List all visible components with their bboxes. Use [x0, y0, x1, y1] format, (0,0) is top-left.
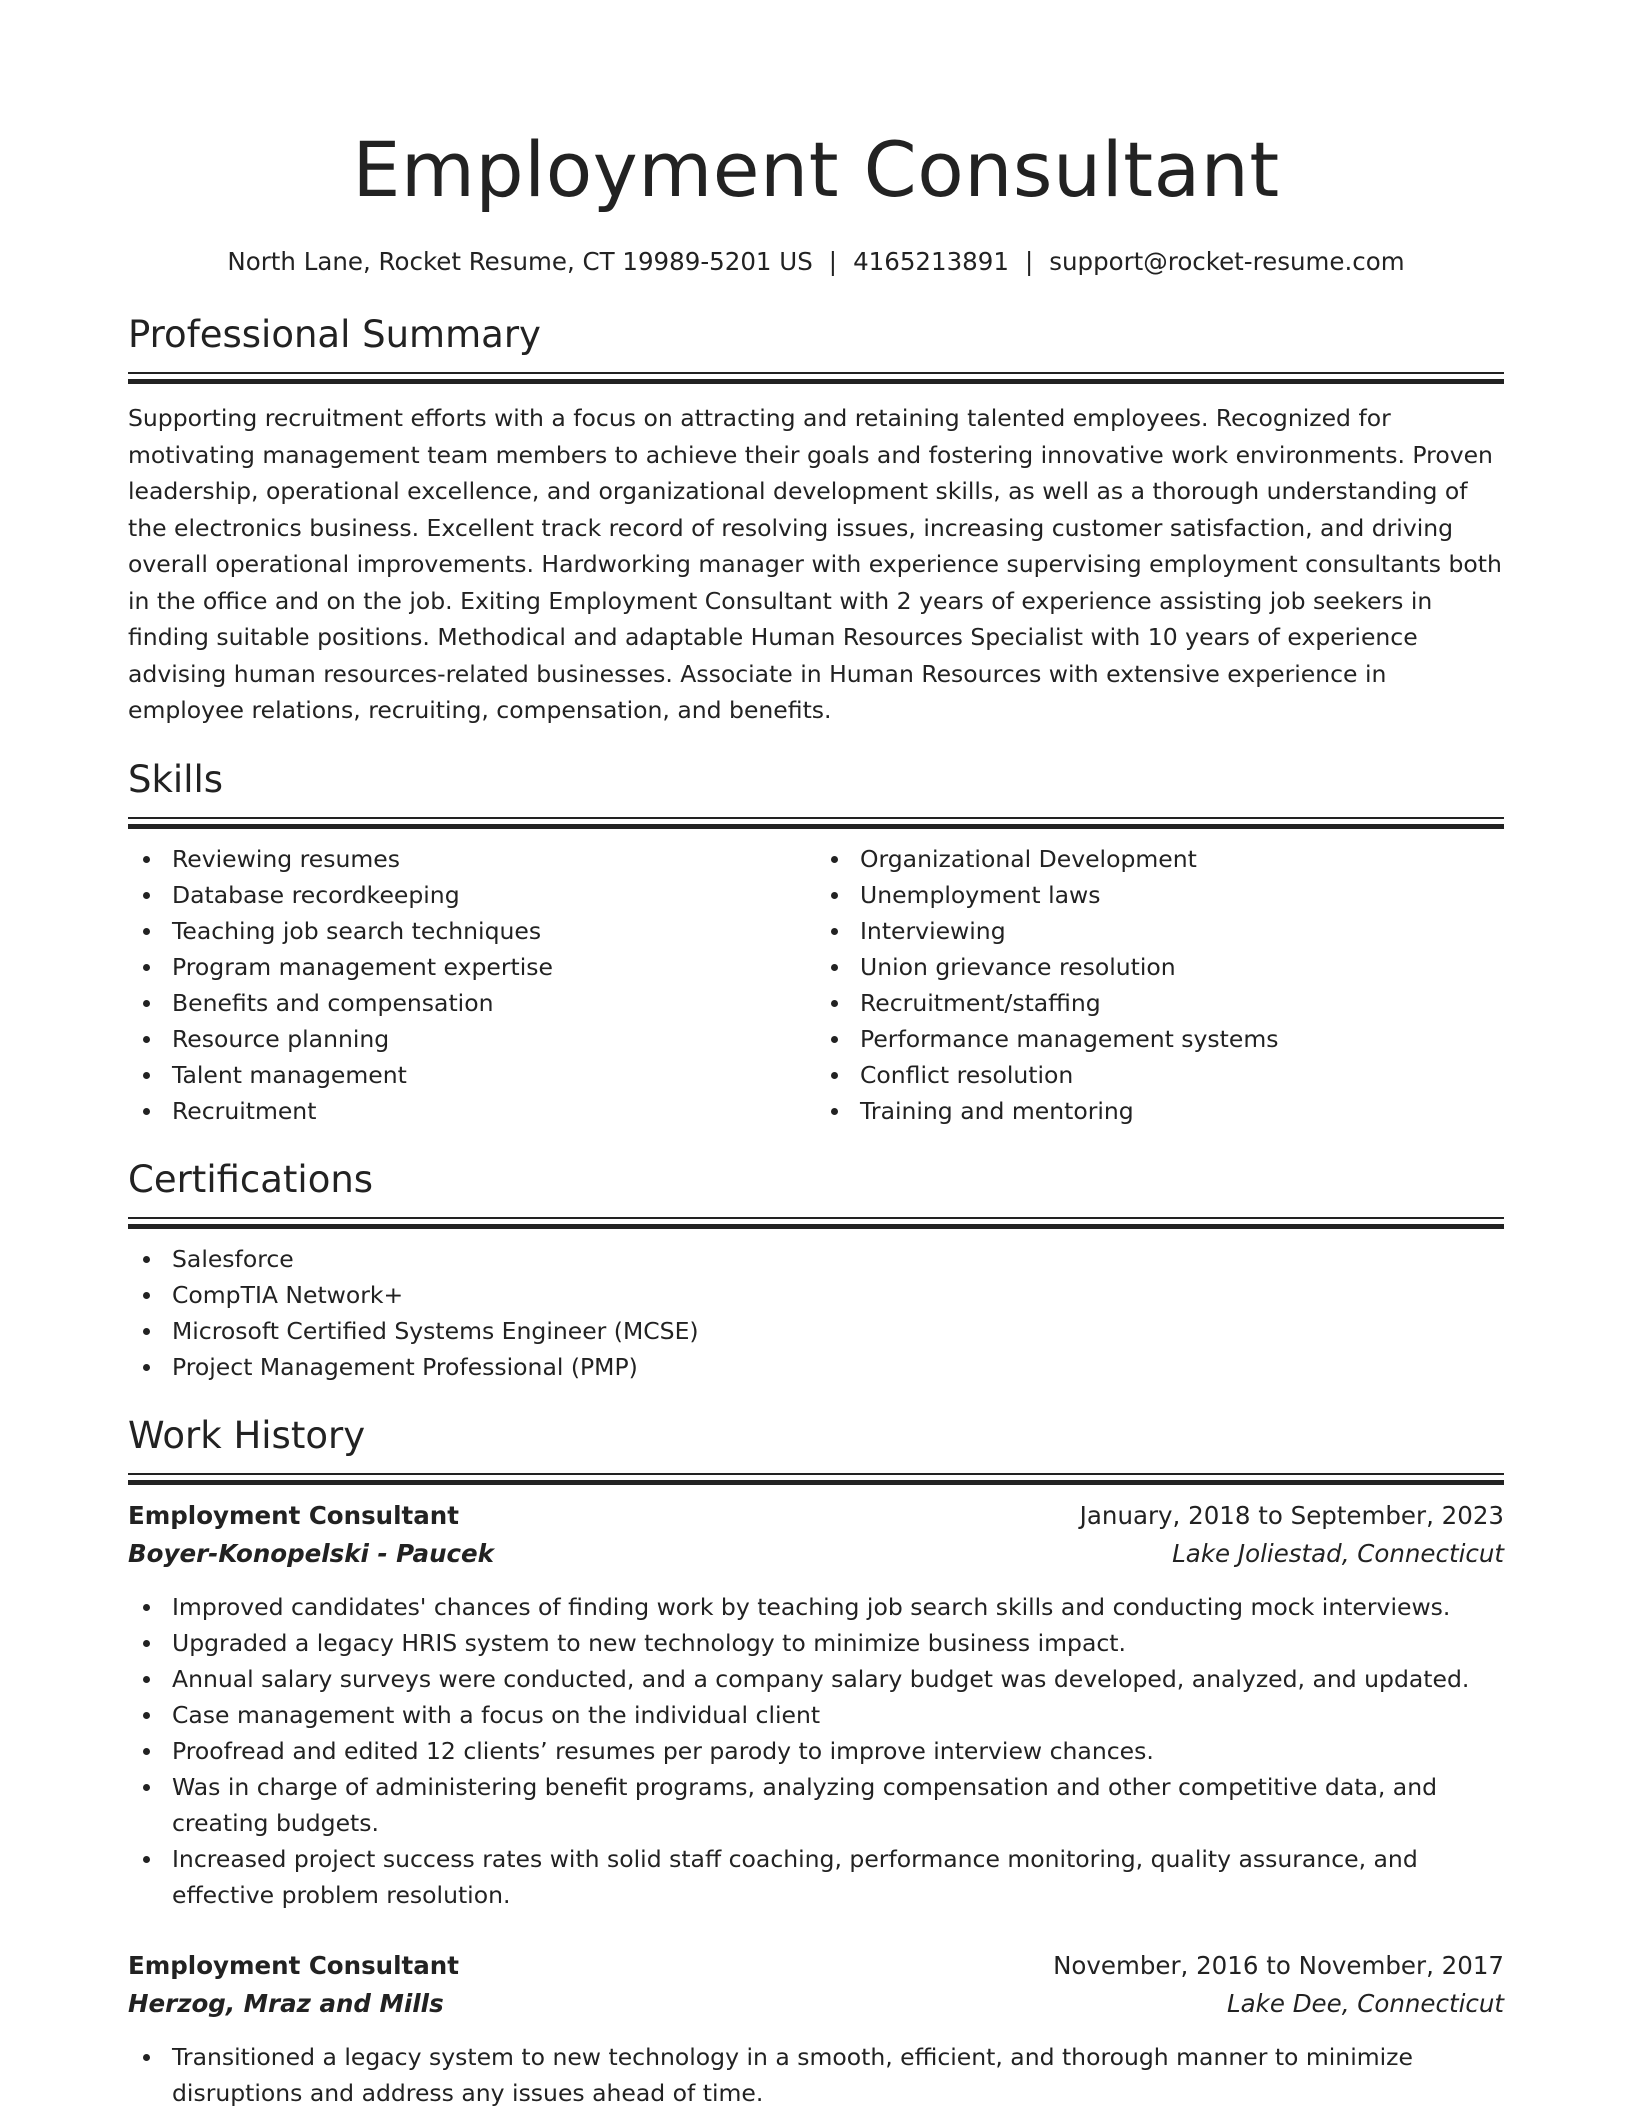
certifications-section: [128, 1157, 1504, 1385]
section-title-summary: Professional Summary: [128, 313, 541, 356]
skill-item: Reviewing resumes: [128, 841, 816, 877]
summary-text: Supporting recruitment efforts with a focus on attracting and retaining talented employees. Recognized for motivating management team members to achieve their goals and fostering innovative work environments. Proven leadership, operational excellence, and organizational development skills, as well as a thorough understanding of the electronics business. Excellent track record of resolving issues, increasing customer satisfaction, and driving overall operational improvements. Hardworking manager with experience supervising employment consultants both in the office and on the job. Exiting Employment Consultant with 2 years of experience assisting job seekers in finding suitable positions. Methodical and adaptable Human Resources Specialist with 10 years of experience advising human resources-related businesses. Associate in Human Resources with extensive experience in employee relations, recruiting, compensation, and benefits.: [128, 404, 1502, 724]
job-subheader-row: [128, 1985, 1504, 2023]
section-title-work-history: Work History: [128, 1413, 366, 1457]
section-divider: [128, 1217, 1504, 1227]
skill-item: Teaching job search techniques: [128, 913, 816, 949]
job-header-row: [128, 1947, 1504, 1985]
skill-item: Conflict resolution: [816, 1057, 1504, 1093]
skill-item: Recruitment/staffing: [816, 985, 1504, 1021]
job-bullet: Annual salary surveys were conducted, and a company salary budget was developed, analyzed, and updated.: [128, 1661, 1504, 1697]
section-title-skills: Skills: [128, 757, 224, 801]
job-bullet: Proofread and edited 12 clients’ resumes per parody to improve interview chances.: [128, 1733, 1504, 1769]
job-dates: January, 2018 to September, 2023: [1079, 1500, 1504, 1530]
skill-item: Performance management systems: [816, 1021, 1504, 1057]
job-header-row: [128, 1497, 1504, 1535]
address: North Lane, Rocket Resume, CT 19989-5201 US: [227, 247, 813, 276]
certification-item: Microsoft Certified Systems Engineer (MCSE): [128, 1313, 1504, 1349]
job-bullets: [128, 2039, 1504, 2111]
section-divider: [128, 817, 1504, 827]
job-bullet: Improved candidates' chances of finding work by teaching job search skills and conducting mock interviews.: [128, 1589, 1504, 1625]
contact-line: [128, 246, 1504, 278]
contact-separator: |: [828, 247, 838, 276]
skills-list-left: [128, 841, 816, 1129]
work-history-section: [128, 1413, 1504, 2111]
contact-separator: |: [1024, 247, 1034, 276]
job-bullet: Upgraded a legacy HRIS system to new technology to minimize business impact.: [128, 1625, 1504, 1661]
section-divider: [128, 1473, 1504, 1483]
skills-list-right: [816, 841, 1504, 1129]
skills-grid: [128, 841, 1504, 1129]
phone: 4165213891: [853, 247, 1009, 276]
job-location: Lake Dee, Connecticut: [1226, 1988, 1504, 2018]
skill-item: Database recordkeeping: [128, 877, 816, 913]
skill-item: Benefits and compensation: [128, 985, 816, 1021]
job-company: Herzog, Mraz and Mills: [128, 1988, 444, 2018]
section-divider: [128, 372, 1504, 382]
job-subheader-row: [128, 1535, 1504, 1573]
job-entry: [128, 1947, 1504, 2111]
job-bullet: Transitioned a legacy system to new technology in a smooth, efficient, and thorough manner to minimize disruptions and address any issues ahead of time.: [128, 2039, 1504, 2111]
job-bullet: Case management with a focus on the individual client: [128, 1697, 1504, 1733]
skill-item: Unemployment laws: [816, 877, 1504, 913]
summary-section: [128, 312, 1504, 729]
resume-name: Employment Consultant: [352, 125, 1280, 214]
skill-item: Organizational Development: [816, 841, 1504, 877]
skill-item: Talent management: [128, 1057, 816, 1093]
job-entry: [128, 1497, 1504, 1913]
job-location: Lake Joliestad, Connecticut: [1172, 1538, 1504, 1568]
job-title: Employment Consultant: [128, 1500, 459, 1530]
certification-item: Salesforce: [128, 1241, 1504, 1277]
job-company: Boyer-Konopelski - Paucek: [128, 1538, 494, 1568]
skill-item: Program management expertise: [128, 949, 816, 985]
job-title: Employment Consultant: [128, 1950, 459, 1980]
job-bullet: Was in charge of administering benefit programs, analyzing compensation and other competitive data, and creating budgets.: [128, 1769, 1504, 1841]
job-dates: November, 2016 to November, 2017: [1053, 1950, 1504, 1980]
email: support@rocket-resume.com: [1049, 247, 1405, 276]
skills-section: [128, 757, 1504, 1129]
section-title-certifications: Certifications: [128, 1157, 374, 1201]
skill-item: Training and mentoring: [816, 1093, 1504, 1129]
skill-item: Resource planning: [128, 1021, 816, 1057]
certifications-list: [128, 1241, 1504, 1385]
job-bullets: [128, 1589, 1504, 1913]
job-bullet: Increased project success rates with solid staff coaching, performance monitoring, quality assurance, and effective problem resolution.: [128, 1841, 1504, 1913]
certification-item: CompTIA Network+: [128, 1277, 1504, 1313]
skill-item: Union grievance resolution: [816, 949, 1504, 985]
skill-item: Recruitment: [128, 1093, 816, 1129]
certification-item: Project Management Professional (PMP): [128, 1349, 1504, 1385]
skill-item: Interviewing: [816, 913, 1504, 949]
